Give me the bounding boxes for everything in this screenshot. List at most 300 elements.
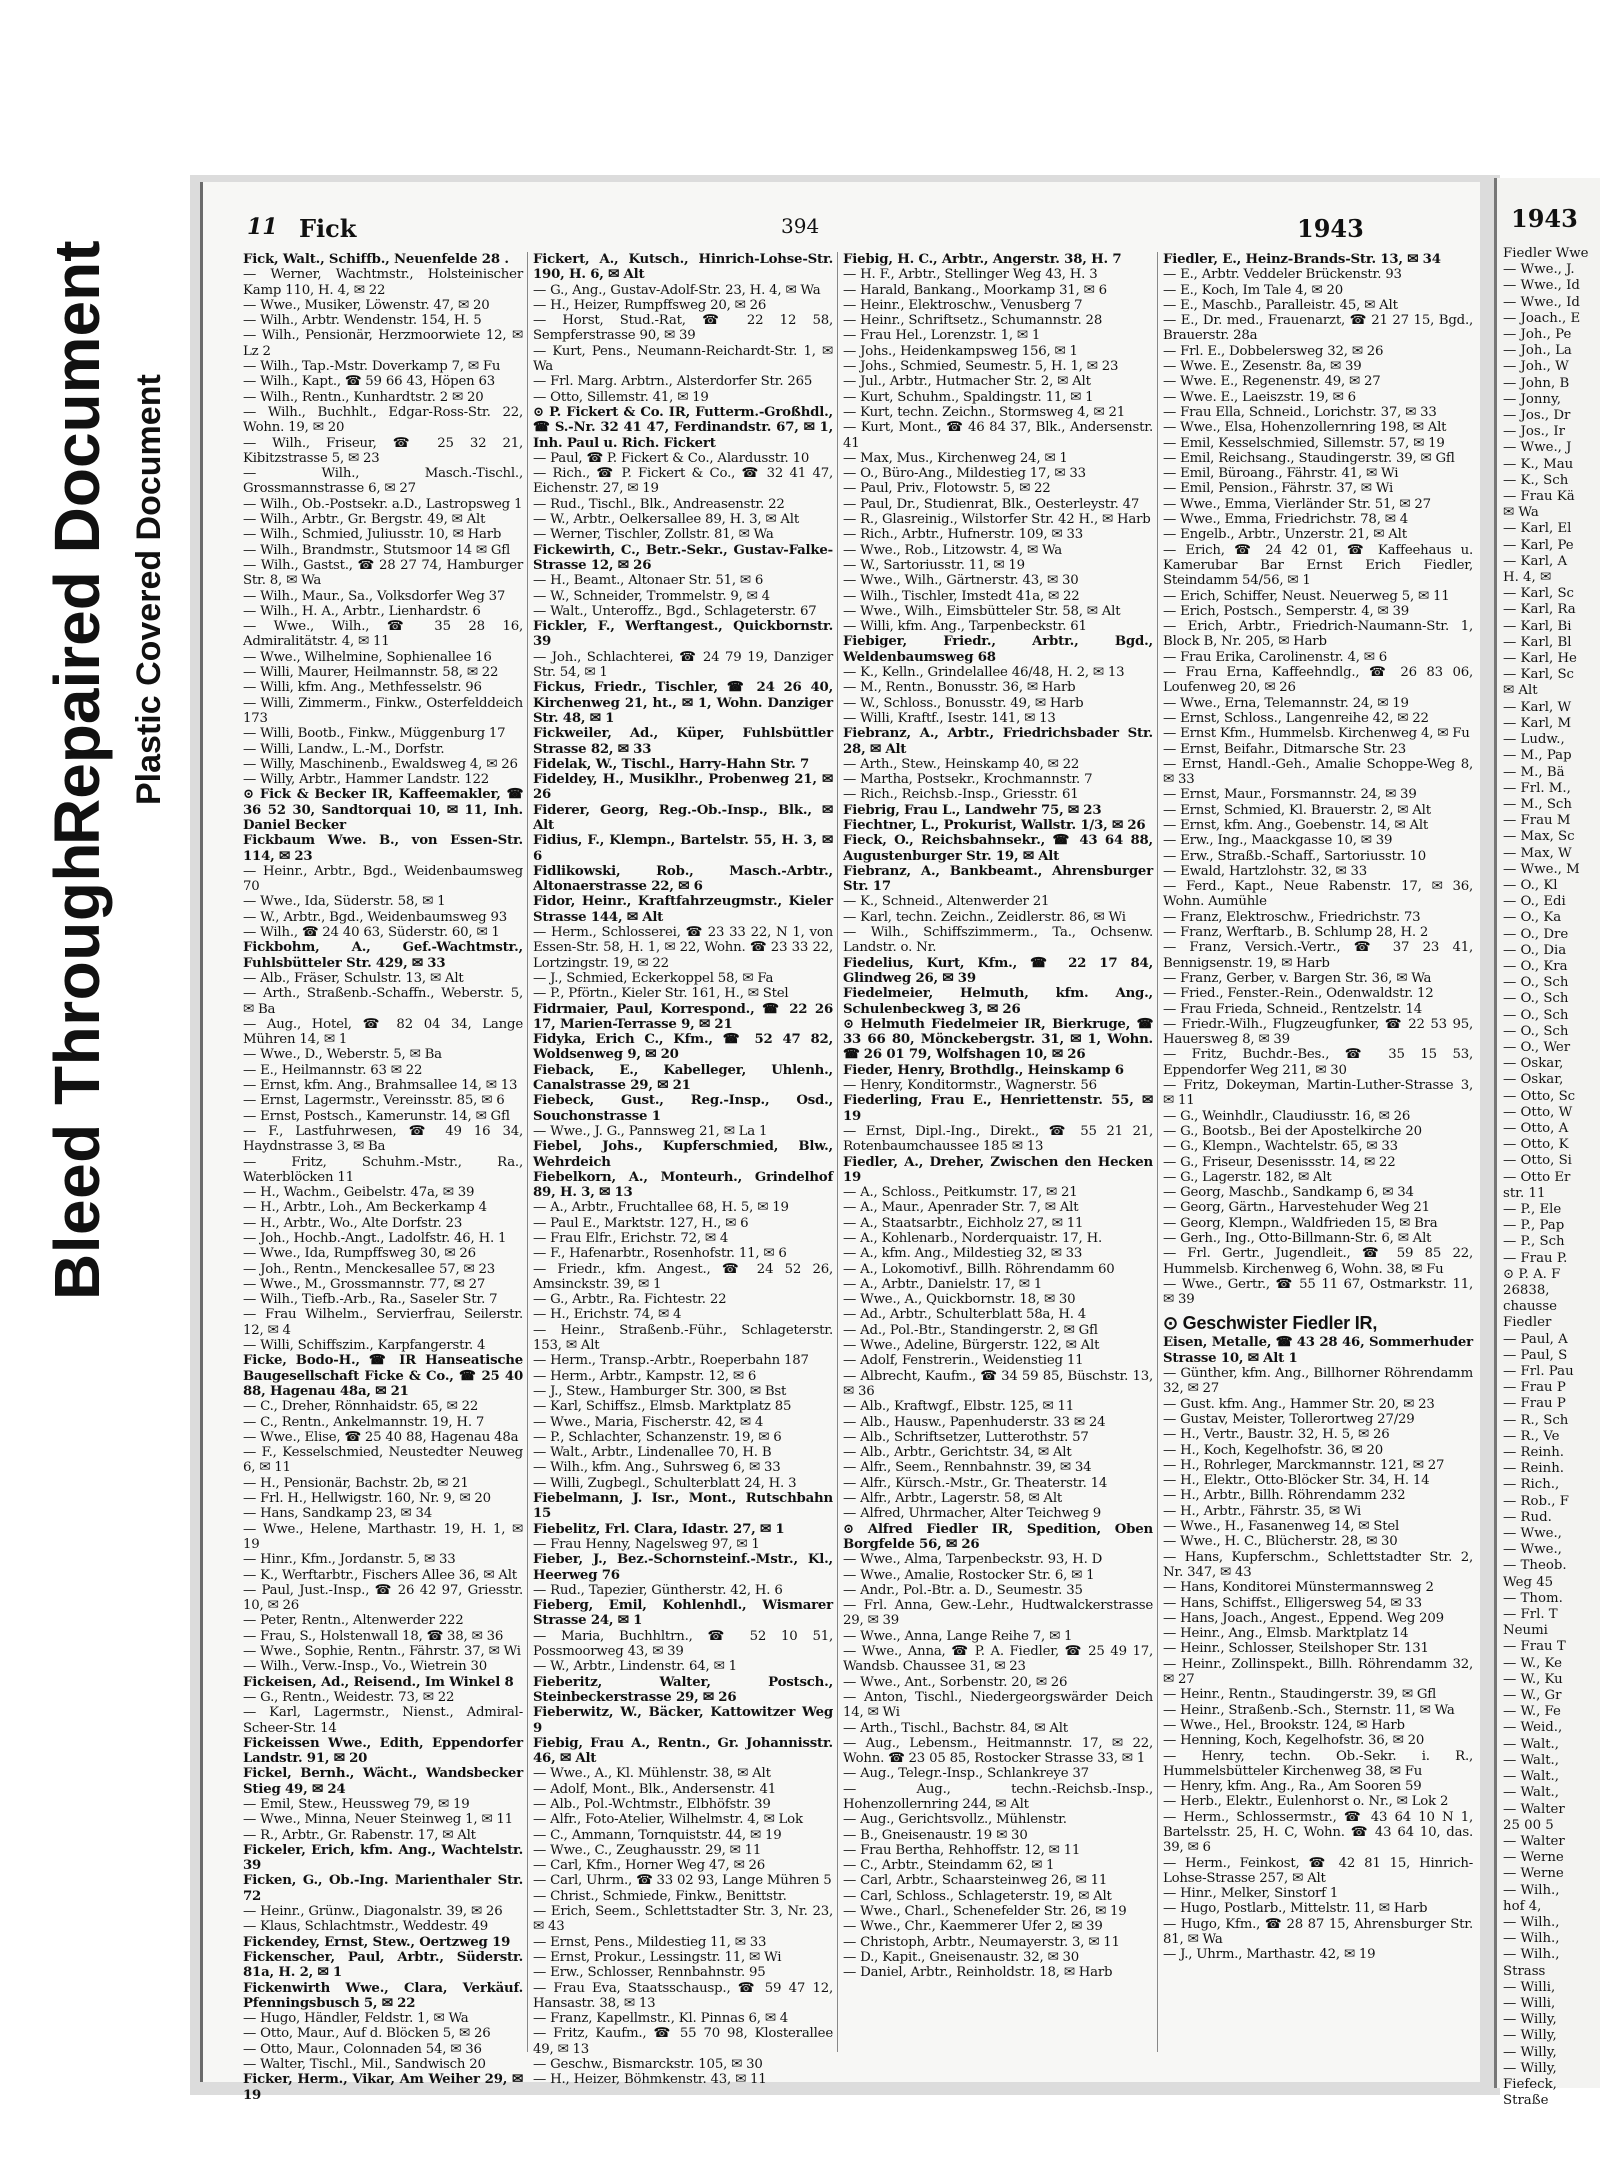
directory-entry: — Erw., Straßb.-Schaff., Sartoriusstr. 10 [1163,848,1426,864]
next-page-line: — Karl, El [1503,521,1572,537]
directory-entry: — Wilh., Pensionär, Herzmoorwiete 12, ✉ Lz 2 [243,328,523,359]
directory-entry: — Wwe., Erna, Telemannstr. 24, ✉ 19 [1163,695,1409,711]
scan-annotation-labels [40,240,190,1920]
next-page-line: — Walter [1503,1801,1565,1817]
directory-entry: — Ernst Kfm., Hummelsb. Kirchenweg 4, ✉ Fu [1163,726,1470,742]
directory-entry: — Wwe., Emma, Vierländer Str. 51, ✉ 27 [1163,496,1431,512]
next-page-line: — Joh., Pe [1503,327,1572,343]
directory-entry: — Walt., Arbtr., Lindenallee 70, H. B [533,1445,772,1461]
next-page-line: — Ludw., [1503,732,1565,748]
next-page-line: — Oskar, [1503,1056,1564,1072]
directory-entry: — Frl. Gertr., Jugendleit., ☎ 59 85 22, Hummelsb. Kirchenweg 6, Wohn. 38, ✉ Fu [1163,1246,1473,1277]
next-page-line: — K., Sch [1503,472,1569,488]
directory-entry: — Herm., Transp.-Arbtr., Roeperbahn 187 [533,1353,809,1369]
directory-entry: — Adolf, Fenstrerin., Weidenstieg 11 [843,1353,1084,1369]
next-page-line: — Wwe., Id [1503,278,1580,294]
directory-entry: — Heinr., Straßenb.-Sch., Sternstr. 11, ✉ Wa [1163,1702,1455,1718]
directory-entry: — F., Kesselschmied, Neustedter Neuweg 6, ✉ 11 [243,1445,523,1476]
next-page-line: — O., Dre [1503,926,1569,942]
directory-entry: — E., Dr. med., Frauenarzt, ☎ 21 27 15, Bgd., Brauerstr. 28a [1163,313,1473,344]
directory-entry: — H., Arbtr., Loh., Am Beckerkamp 4 [243,1200,487,1216]
next-page-line: — Werne [1503,1850,1564,1866]
next-page-line: — Weid., [1503,1720,1563,1736]
next-page-line: — Reinh. [1503,1461,1565,1477]
directory-entry: — Erw., Ing., Maackgasse 10, ✉ 39 [1163,833,1393,849]
column-2 [533,252,833,2088]
next-page-line: — Frau P. [1503,1250,1568,1266]
directory-entry: — Ernst, Postsch., Kamerunstr. 14, ✉ Gfl [243,1108,510,1124]
directory-entry: — Wwe. E., Regenenstr. 49, ✉ 27 [1163,374,1381,390]
directory-entry: — Herm., Schlossermstr., ☎ 43 64 10 N 1, Bartelsstr. 25, H. C, Wohn. ☎ 43 64 10, das. 39, ✉ 6 [1163,1809,1473,1856]
directory-entry: — Wwe., H. C., Blücherstr. 28, ✉ 30 [1163,1534,1398,1550]
directory-entry: ⊙ Alfred Fiedler IR, Spedition, Oben Borgfelde 56, ✉ 26 [843,1521,1153,1552]
directory-entry: Ficker, Herm., Vikar, Am Weiher 29, ✉ 19 [243,2072,523,2103]
directory-entry: — Harald, Bankang., Moorkamp 31, ✉ 6 [843,282,1107,298]
directory-entry: — Wwe., Musiker, Löwenstr. 47, ✉ 20 [243,297,490,313]
directory-entry: — Emil, Büroang., Fährstr. 41, ✉ Wi [1163,466,1399,482]
directory-entry: — Frl. Anna, Gew.-Lehr., Hudtwalckerstrasse 29, ✉ 39 [843,1598,1153,1629]
directory-entry: — W., Arbtr., Oelkersallee 89, H. 3, ✉ Alt [533,512,799,528]
directory-entry: — Ernst, Dipl.-Ing., Direkt., ☎ 55 21 21, Rotenbaumchaussee 185 ✉ 13 [843,1123,1153,1155]
next-page-line: — W., Fe [1503,1704,1561,1720]
directory-entry: — H., Koch, Kegelhofstr. 36, ✉ 20 [1163,1442,1383,1458]
directory-entry: — Gerh., Ing., Otto-Billmann-Str. 6, ✉ Alt [1163,1231,1432,1246]
next-page-line: — Frau M [1503,813,1571,829]
next-page-line: — P., Pap [1503,1218,1565,1234]
directory-entry: — Carl, Arbtr., Schaarsteinweg 26, ✉ 11 [843,1873,1108,1889]
directory-entry: — Gust. kfm. Ang., Hammer Str. 20, ✉ 23 [1163,1396,1435,1412]
directory-entry: — Willy, Maschinenb., Ewaldsweg 4, ✉ 26 [243,756,518,772]
directory-entry: — Wwe., Hel., Brookstr. 124, ✉ Harb [1163,1717,1405,1733]
directory-entry: — Wwe., Minna, Neuer Steinweg 1, ✉ 11 [243,1812,513,1828]
directory-entry: — Heinr., Rentn., Staudingerstr. 39, ✉ Gfl [1163,1687,1437,1703]
directory-entry: — Rud., Tapezier, Güntherstr. 42, H. 6 [533,1582,783,1598]
directory-entry: — Herm., Schlosserei, ☎ 23 33 22, N 1, von Essen-Str. 58, H. 1, ✉ 22, Wohn. ☎ 23 33 22, Lortzingstr. 19, ✉ 22 [533,925,833,971]
directory-entry: — Georg, Maschb., Sandkamp 6, ✉ 34 [1163,1185,1414,1201]
next-page-line: — W., Gr [1503,1688,1562,1704]
directory-entry: — Wilh., Verw.-Insp., Vo., Wietrein 30 [243,1659,487,1675]
directory-entry: — Paul, Just.-Insp., ☎ 26 42 97, Griesstr. 10, ✉ 26 [243,1582,523,1614]
next-page-line: — Wwe., Id [1503,294,1580,310]
directory-entry: — Wilh., H. A., Arbtr., Lienhardstr. 6 [243,603,481,619]
directory-entry: — Frau Bertha, Rehhoffstr. 12, ✉ 11 [843,1842,1081,1858]
directory-entry: — Frau, S., Holstenwall 18, ☎ 38, ✉ 36 [243,1628,504,1644]
directory-entry: — B., Gneisenaustr. 19 ✉ 30 [843,1827,1028,1843]
directory-entry: — Henry, kfm. Ang., Ra., Am Sooren 59 [1163,1779,1422,1795]
directory-entry: — Paul, Priv., Flotowstr. 5, ✉ 22 [843,481,1051,497]
directory-entry: — C., Dreher, Rönnhaidstr. 65, ✉ 22 [243,1399,479,1415]
directory-entry: — W., Schloss., Bonusstr. 49, ✉ Harb [843,695,1084,711]
directory-entry: — Werner, Wachtmstr., Holsteinischer Kamp 110, H. 4, ✉ 22 [243,267,523,298]
directory-entry: — Erich, Arbtr., Friedrich-Naumann-Str. 1, Block B, Nr. 205, ✉ Harb [1163,619,1473,650]
directory-entry: — Franz, Kapellmstr., Kl. Pinnas 6, ✉ 4 [533,2011,789,2027]
directory-entry: — Ernst, Schmied, Kl. Brauerstr. 2, ✉ Alt [1163,802,1431,818]
directory-entry: — C., Arbtr., Steindamm 62, ✉ 1 [843,1858,1055,1874]
next-page-line: — Theob. [1503,1558,1567,1574]
directory-entry: — Franz, Werftarb., B. Schlump 28, H. 2 [1163,925,1429,941]
directory-entry: — Wilh., Brandmstr., Stutsmoor 14 ✉ Gfl [243,542,511,558]
directory-entry: — Wilh., kfm. Ang., Suhrsweg 6, ✉ 33 [533,1460,781,1476]
directory-columns [243,252,1473,2103]
next-page-line: — Willy, [1503,2012,1557,2028]
directory-entry: — Willi, kfm. Ang., Methfesselstr. 96 [243,680,482,696]
directory-entry: — Hinr., Kfm., Jordanstr. 5, ✉ 33 [243,1552,456,1568]
directory-entry: — Frau Eva, Staatsschausp., ☎ 59 47 12, Hansastr. 38, ✉ 13 [533,1980,833,2011]
next-page-line: — Karl, He [1503,651,1577,667]
directory-entry: — Geschw., Bismarckstr. 105, ✉ 30 [533,2057,763,2073]
next-page-line: — Frau P [1503,1380,1566,1396]
directory-entry: — Carl, Schloss., Schlageterstr. 19, ✉ Alt [843,1888,1112,1904]
directory-entry: — Henry, Konditormstr., Wagnerstr. 56 [843,1078,1097,1094]
directory-entry: — Wwe., Anna, Lange Reihe 7, ✉ 1 [843,1628,1073,1644]
next-page-line: — Willy, [1503,2044,1557,2060]
directory-entry: Fiedler, A., Dreher, Zwischen den Hecken 19 [843,1154,1153,1185]
directory-entry: — K., Schneid., Altenwerder 21 [843,894,1050,910]
next-page-line: — Jos., Ir [1503,424,1565,440]
directory-entry: — Willi, Zugbegl., Schulterblatt 24, H. 3 [533,1475,797,1491]
directory-entry: — Hugo, Kfm., ☎ 28 87 15, Ahrensburger Str. 81, ✉ Wa [1163,1916,1473,1948]
directory-entry: — Willy, Arbtr., Hammer Landstr. 122 [243,772,490,788]
directory-entry: — Arth., Tischl., Bachstr. 84, ✉ Alt [843,1720,1068,1736]
directory-entry: Fieberwitz, W., Bäcker, Kattowitzer Weg 9 [533,1705,833,1736]
directory-entry: — Frl. E., Dobbelersweg 32, ✉ 26 [1163,343,1384,359]
next-page-line: — Thom. [1503,1590,1563,1606]
directory-entry: — Ernst, Schloss., Langenreihe 42, ✉ 22 [1163,710,1429,726]
directory-entry: — Emil, Stew., Heussweg 79, ✉ 19 [243,1796,470,1812]
directory-entry: — Wwe., Adeline, Bürgerstr. 122, ✉ Alt [843,1338,1100,1354]
directory-entry: — E., Heilmannstr. 63 ✉ 22 [243,1062,423,1078]
directory-entry: — Albrecht, Kaufm., ☎ 34 59 85, Büschstr. 13, ✉ 36 [843,1368,1153,1399]
directory-entry: — Maria, Buchhltrn., ☎ 52 10 51, Possmoorweg 43, ✉ 39 [533,1628,833,1660]
next-page-line: — Willi, [1503,1979,1556,1995]
directory-entry: Fickewirth, C., Betr.-Sekr., Gustav-Falke-Strasse 12, ✉ 26 [533,542,833,573]
next-page-line: — Walt., [1503,1769,1560,1785]
directory-entry: — Frau Wilhelm., Servierfrau, Seilerstr. 12, ✉ 4 [243,1307,523,1338]
directory-entry: — Wilh., ☎ 24 40 63, Süderstr. 60, ✉ 1 [243,925,500,941]
directory-entry: — Fritz, Schuhm.-Mstr., Ra., Waterblöcken 11 [243,1154,523,1185]
directory-entry: — Joh., Rentn., Menckesallee 57, ✉ 23 [243,1261,496,1277]
directory-entry: — Wwe., Chr., Kaemmerer Ufer 2, ✉ 39 [843,1919,1103,1935]
next-page-line: — Willi, [1503,1995,1556,2011]
directory-entry: — P., Schlachter, Schanzenstr. 19, ✉ 6 [533,1429,782,1445]
next-page-line: — Wilh., [1503,1882,1560,1898]
directory-entry: — Kurt, Pens., Neumann-Reichardt-Str. 1, ✉ Wa [533,343,833,375]
next-page-line: — Oskar, [1503,1072,1564,1088]
next-page-line: — O., Dia [1503,942,1567,958]
next-page-line: — Wwe., [1503,1526,1562,1542]
directory-entry: — Willi, Kraftf., Isestr. 141, ✉ 13 [843,710,1056,726]
directory-entry: — Friedr.-Wilh., Flugzeugfunker, ☎ 22 53 95, Hauersweg 8, ✉ 39 [1163,1016,1473,1048]
next-page-line: — Otto, K [1503,1137,1569,1153]
directory-entry: — Willi, Zimmerm., Finkw., Osterfelddeich 173 [243,695,523,726]
directory-entry: — Wwe. E., Laeiszstr. 19, ✉ 6 [1163,389,1356,405]
directory-entry: — Aug., Hotel, ☎ 82 04 34, Lange Mühren 14, ✉ 1 [243,1016,523,1048]
directory-entry: Fidor, Heinr., Kraftfahrzeugmstr., Kieler Strasse 144, ✉ Alt [533,894,833,925]
directory-entry: — Wwe., M., Grossmannstr. 77, ✉ 27 [243,1276,486,1292]
directory-entry: — Aug., Telegr.-Insp., Schlankreye 37 [843,1766,1089,1782]
directory-entry: — Wilh., Tischler, Imstedt 41a, ✉ 22 [843,588,1080,604]
running-head-name: Fick [299,214,357,243]
directory-entry: — Walt., Unteroffz., Bgd., Schlageterstr. 67 [533,603,817,619]
directory-entry: — Herb., Elektr., Eulenhorst o. Nr., ✉ Lok 2 [1163,1794,1449,1810]
directory-entry: — Wwe., A., Quickbornstr. 18, ✉ 30 [843,1292,1076,1308]
next-page-line: 25 00 5 [1503,1817,1554,1833]
next-page-line: — Rich., [1503,1477,1560,1493]
directory-entry: — Franz, Gerber, v. Bargen Str. 36, ✉ Wa [1163,970,1432,986]
directory-entry: — Christoph, Arbtr., Neumayerstr. 3, ✉ 11 [843,1934,1120,1950]
directory-entry: Fiebig, Frau A., Rentn., Gr. Johannisstr. 46, ✉ Alt [533,1735,833,1767]
next-page-line: Weg 45 [1503,1574,1554,1590]
next-page-line: — K., Mau [1503,456,1574,472]
directory-entry: — Otto, Sillemstr. 41, ✉ 19 [533,389,709,405]
directory-entry: — Franz, Elektroschw., Friedrichstr. 73 [1163,909,1421,925]
directory-entry: Fideldey, H., Musiklhr., Probenweg 21, ✉ 26 [533,772,833,803]
directory-entry: Fiebelkorn, A., Monteurh., Grindelhof 89, H. 3, ✉ 13 [533,1169,833,1201]
next-page-line: Fiedler [1503,1315,1552,1331]
next-page-line: — M., Bä [1503,764,1565,780]
next-page-line: — R., Ve [1503,1428,1560,1444]
directory-entry: — Hinr., Melker, Sinstorf 1 [1163,1886,1339,1902]
next-page-line: Strass [1503,1963,1546,1979]
directory-entry: — Adolf, Mont., Blk., Andersenstr. 41 [533,1781,776,1797]
directory-entry: — Willi, Bootb., Finkw., Müggenburg 17 [243,726,506,742]
directory-entry: — O., Büro-Ang., Mildestieg 17, ✉ 33 [843,466,1086,482]
directory-entry: — Wilh., Gastst., ☎ 28 27 74, Hamburger Str. 8, ✉ Wa [243,557,523,589]
directory-entry: — Frau Frieda, Schneid., Rentzelstr. 14 [1163,1001,1422,1017]
next-page-line: — Joach., E [1503,310,1581,326]
column-divider [527,252,528,2052]
plastic-covered-label: Plastic Covered Document [130,374,168,805]
directory-entry: Fickert, A., Kutsch., Hinrich-Lohse-Str. 190, H. 6, ✉ Alt [533,252,833,283]
directory-entry: — Wwe., Wilh., Eimsbütteler Str. 58, ✉ Alt [843,603,1121,619]
next-page-line: — Joh., W [1503,359,1569,375]
directory-entry: — W., Arbtr., Lindenstr. 64, ✉ 1 [533,1659,737,1675]
directory-entry: — Herm., Arbtr., Kampstr. 12, ✉ 6 [533,1368,757,1384]
next-page-line: Neumi [1503,1623,1548,1639]
directory-entry: — Arth., Stew., Heinskamp 40, ✉ 22 [843,756,1080,772]
directory-entry: — Rich., ☎ P. Fickert & Co., ☎ 32 41 47, Eichenstr. 27, ✉ 19 [533,466,833,497]
directory-entry: — Carl, Uhrm., ☎ 33 02 93, Lange Mühren 5 [533,1873,832,1889]
directory-entry: Fickendey, Ernst, Stew., Oertzweg 19 [243,1934,511,1950]
directory-entry: — E., Maschb., Paralleistr. 45, ✉ Alt [1163,297,1398,313]
next-page-line: — Wwe., J. [1503,262,1575,278]
directory-entry: — Johs., Heidenkampsweg 156, ✉ 1 [843,343,1078,359]
directory-entry: — Otto, Maur., Auf d. Blöcken 5, ✉ 26 [243,2026,491,2042]
directory-entry: — Gustav, Meister, Tollerortweg 27/29 [1163,1411,1415,1427]
directory-entry: — Erich, Schiffer, Neust. Neuerweg 5, ✉ 11 [1163,588,1450,604]
directory-entry: — Wwe., Wilhelmine, Sophienallee 16 [243,649,492,665]
directory-entry: — Wilh., Tap.-Mstr. Doverkamp 7, ✉ Fu [243,359,501,375]
directory-entry: — Friedr., kfm. Angest., ☎ 24 52 26, Amsinckstr. 39, ✉ 1 [533,1261,833,1292]
directory-entry: — Hans, Schiffst., Elligersweg 54, ✉ 33 [1163,1595,1422,1611]
directory-entry: — G., Lagerstr. 182, ✉ Alt [1163,1169,1332,1185]
directory-entry: — Otto, Maur., Colonnaden 54, ✉ 36 [243,2041,482,2057]
directory-entry: — Wwe., J. G., Pannsweg 21, ✉ La 1 [533,1123,768,1139]
directory-entry: — Ewald, Hartzlohstr. 32, ✉ 33 [1163,863,1367,879]
next-page-line: — Otto, A [1503,1120,1569,1136]
directory-entry: — Werner, Tischler, Zollstr. 81, ✉ Wa [533,527,774,543]
directory-entry: — Aug., techn.-Reichsb.-Insp., Hohenzollernring 244, ✉ Alt [843,1781,1153,1812]
directory-entry: — Wwe., Ant., Sorbenstr. 20, ✉ 26 [843,1674,1068,1690]
directory-entry: Ficke, Bodo-H., ☎ IR Hanseatische Baugesellschaft Ficke & Co., ☎ 25 40 88, Hagenau 48a, ✉ 21 [243,1353,523,1399]
directory-entry: — H., Arbtr., Fährstr. 35, ✉ Wi [1163,1503,1362,1519]
next-page-line: — Willy, [1503,2028,1557,2044]
directory-entry: — H., Rohrleger, Marckmannstr. 121, ✉ 27 [1163,1457,1445,1473]
directory-entry: — J., Stew., Hamburger Str. 300, ✉ Bst [533,1383,787,1399]
directory-entry: — Franz, Versich.-Vertr., ☎ 37 23 41, Bennigsenstr. 19, ✉ Harb [1163,940,1473,971]
directory-entry: Fieback, E., Kabelleger, Uhlenh., Canalstrasse 29, ✉ 21 [533,1062,833,1094]
directory-entry: — Frau Henny, Nagelsweg 97, ✉ 1 [533,1536,760,1552]
directory-entry: — Wwe., Wilh., ☎ 35 28 16, Admiralitätstr. 4, ✉ 11 [243,619,523,650]
directory-entry: — Alfr., Kürsch.-Mstr., Gr. Theaterstr. 14 [843,1475,1108,1491]
next-page-line: — O., Sch [1503,1007,1569,1023]
directory-entry: — Hans, Joach., Angest., Eppend. Weg 209 [1163,1610,1444,1626]
directory-entry: Fiedelmeier, Helmuth, kfm. Ang., Schulenbeckweg 3, ✉ 26 [843,986,1153,1017]
directory-entry: — Willi, Maurer, Heilmannstr. 58, ✉ 22 [243,665,499,681]
directory-entry: — Henry, techn. Ob.-Sekr. i. R., Hummelsbütteler Kirchenweg 38, ✉ Fu [1163,1748,1473,1779]
directory-entry: — Ferd., Kapt., Neue Rabenstr. 17, ✉ 36, Wohn. Aumühle [1163,879,1473,910]
directory-entry: — Wwe., Ida, Süderstr. 58, ✉ 1 [243,894,446,910]
directory-entry: — Peter, Rentn., Altenwerder 222 [243,1613,464,1629]
directory-entry: — H., Heizer, Böhmkenstr. 43, ✉ 11 [533,2072,767,2088]
directory-entry: — Heinr., Straßenb.-Führ., Schlageterstr. 153, ✉ Alt [533,1322,833,1354]
directory-entry: — W., Sartoriusstr. 11, ✉ 19 [843,557,1025,573]
directory-entry: Fiedelius, Kurt, Kfm., ☎ 22 17 84, Glindweg 26, ✉ 39 [843,955,1153,986]
next-page-line: — Wwe., [1503,1542,1562,1558]
directory-entry: — Wwe. E., Zesenstr. 8a, ✉ 39 [1163,359,1362,375]
directory-entry: Eisen, Metalle, ☎ 43 28 46, Sommerhuder Strasse 10, ✉ Alt 1 [1163,1335,1473,1366]
next-page-line: — O., Sch [1503,1023,1569,1039]
directory-entry: — Max, Mus., Kirchenweg 24, ✉ 1 [843,450,1068,466]
directory-entry: — Willi, Schiffszim., Karpfangerstr. 4 [243,1338,486,1354]
directory-entry: — Aug., Lebensm., Heitmannstr. 17, ✉ 22, Wohn. ☎ 23 05 85, Rostocker Strasse 33, ✉ 1 [843,1735,1153,1767]
directory-entry: — A., Staatsarbtr., Eichholz 27, ✉ 11 [843,1215,1084,1231]
directory-entry: — C., Ammann, Tornquiststr. 44, ✉ 19 [533,1827,782,1843]
directory-entry: — Karl, Schiffsz., Elmsb. Marktplatz 85 [533,1399,792,1415]
directory-entry: — E., Koch, Im Tale 4, ✉ 20 [1163,282,1343,298]
next-page-line: — Wilh., [1503,1914,1560,1930]
directory-entry: — K., Kelln., Grindelallee 46/48, H. 2, ✉ 13 [843,665,1125,681]
directory-entry: — Alfr., Foto-Atelier, Wilhelmstr. 4, ✉ Lok [533,1812,803,1828]
directory-entry: ⊙ Geschwister Fiedler IR, [1163,1313,1378,1334]
directory-entry: — Kurt, Mont., ☎ 46 84 37, Blk., Andersenstr. 41 [843,420,1153,451]
next-page-line: — M., Pap [1503,748,1572,764]
directory-entry: — C., Rentn., Ankelmannstr. 19, H. 7 [243,1414,485,1430]
directory-entry: Fiebranz, A., Bankbeamt., Ahrensburger Str. 17 [843,863,1153,895]
directory-entry: — Wwe., Helene, Marthastr. 19, H. 1, ✉ 19 [243,1521,523,1552]
repaired-document-label: Repaired Document [41,240,113,845]
next-page-line: — W., Ku [1503,1671,1563,1687]
directory-entry: — Alb., Schriftsetzer, Lutterothstr. 57 [843,1429,1089,1445]
next-page-line: — Frau P [1503,1396,1566,1412]
directory-entry: — Arth., Straßenb.-Schaffn., Weberstr. 5, ✉ Ba [243,986,523,1017]
directory-entry: Fiebelmann, J. Isr., Mont., Rutschbahn 15 [533,1491,833,1522]
next-page-line: — Karl, A [1503,553,1568,569]
next-page-line: — Karl, Bi [1503,618,1572,634]
directory-entry: — Alb., Hausw., Papenhuderstr. 33 ✉ 24 [843,1414,1106,1430]
directory-entry: — Georg, Klempn., Waldfrieden 15, ✉ Bra [1163,1215,1438,1231]
next-page-line: — Walt., [1503,1736,1560,1752]
next-page-line: — Karl, Pe [1503,537,1574,553]
directory-entry: — Wilh., Arbtr. Wendenstr. 154, H. 5 [243,313,482,329]
directory-entry: — H., Wachm., Geibelstr. 47a, ✉ 39 [243,1185,475,1201]
directory-entry: — Paul, ☎ P. Fickert & Co., Alardusstr. 10 [533,450,810,466]
column-number: 11 [247,214,278,240]
directory-entry: — W., Schneider, Trommelstr. 9, ✉ 4 [533,588,770,604]
next-page-line: — Max, Sc [1503,829,1575,845]
next-page-line: Straße [1503,2093,1549,2109]
directory-entry: — A., Maur., Apenrader Str. 7, ✉ Alt [843,1200,1079,1216]
directory-entry: — Wwe., H., Fasanenweg 14, ✉ Stel [1163,1519,1400,1535]
directory-entry: — G., Bootsb., Bei der Apostelkirche 20 [1163,1123,1422,1139]
next-page-line: — O., Wer [1503,1039,1571,1055]
directory-entry: — H., Beamt., Altonaer Str. 51, ✉ 6 [533,573,764,589]
next-page-line: — Paul, A [1503,1331,1568,1347]
directory-entry: — Emil, Reichsang., Staudingerstr. 39, ✉ Gfl [1163,450,1455,466]
directory-entry: Fiederling, Frau E., Henriettenstr. 55, ✉ 19 [843,1093,1153,1124]
page-number: 394 [781,214,820,238]
directory-entry: — Johs., Schmied, Seumestr. 5, H. 1, ✉ 23 [843,359,1119,375]
directory-entry: Fiebranz, A., Arbtr., Friedrichsbader Str. 28, ✉ Alt [843,726,1153,757]
directory-entry: — Wilh., Rentn., Kunhardtstr. 2 ✉ 20 [243,389,484,405]
directory-entry: — Alfr., Arbtr., Lagerstr. 58, ✉ Alt [843,1491,1063,1507]
directory-entry: Fidelak, W., Tischl., Harry-Hahn Str. 7 [533,756,810,772]
directory-entry: — A., Kohlenarb., Norderquaistr. 17, H. [843,1231,1103,1246]
directory-entry: ⊙ Helmuth Fiedelmeier IR, Bierkruge, ☎ 33 66 80, Mönckebergstr. 31, ✉ 1, Wohn. ☎ 26 01 79, Wolfshagen 10, ✉ 26 [843,1016,1153,1063]
next-page-line: — O., Sch [1503,975,1569,991]
next-page-line: — Frau T [1503,1639,1566,1655]
directory-entry: — Frau Hel., Lorenzstr. 1, ✉ 1 [843,328,1041,344]
directory-entry: — Wwe., Charl., Schenefelder Str. 26, ✉ 19 [843,1904,1127,1920]
directory-entry: — Frau Erika, Carolinenstr. 4, ✉ 6 [1163,649,1387,665]
directory-entry: — Rich., Arbtr., Hufnerstr. 109, ✉ 33 [843,527,1083,543]
next-page-line: ✉ Wa [1503,505,1539,521]
next-page-line: ✉ Alt [1503,683,1538,699]
directory-entry: — Joh., Hochb.-Angt., Ladolfstr. 46, H. 1 [243,1231,507,1246]
next-page-line: — Walt., [1503,1752,1560,1768]
next-page-line: — Otto Er [1503,1169,1571,1185]
directory-entry: Fiebeck, Gust., Reg.-Insp., Osd., Souchonstrasse 1 [533,1093,833,1124]
next-page-line: — Frl. T [1503,1607,1558,1623]
next-page-line: — Werne [1503,1866,1564,1882]
directory-entry: — Heinr., Schriftsetz., Schumannstr. 28 [843,313,1103,329]
directory-entry: Fickenscher, Paul, Arbtr., Süderstr. 81a, H. 2, ✉ 1 [243,1949,523,1981]
next-page-line: — O., Kl [1503,877,1558,893]
directory-entry: — E., Arbtr. Veddeler Brückenstr. 93 [1163,267,1402,283]
next-page-line: — O., Kra [1503,958,1568,974]
directory-entry: Fiechtner, L., Prokurist, Wallstr. 1/3, ✉ 26 [843,817,1146,833]
directory-entry: — A., Schloss., Peitkumstr. 17, ✉ 21 [843,1185,1078,1201]
directory-entry: — Walter, Tischl., Mil., Sandwisch 20 [243,2057,486,2073]
directory-entry: — Wwe., Maria, Fischerstr. 42, ✉ 4 [533,1414,764,1430]
directory-entry: — Wwe., Rob., Litzowstr. 4, ✉ Wa [843,542,1062,558]
next-page-line: — Joh., La [1503,343,1572,359]
directory-entry: — H., Heizer, Rumpffsweg 20, ✉ 26 [533,297,767,313]
directory-entry: Fieder, Henry, Brothdlg., Heinskamp 6 [843,1062,1124,1078]
directory-entry: — Heinr., Grünw., Diagonalstr. 39, ✉ 26 [243,1904,503,1920]
directory-entry: — Emil, Kesselschmied, Sillemstr. 57, ✉ 19 [1163,435,1445,451]
directory-entry: Fiebig, H. C., Arbtr., Angerstr. 38, H. 7 [843,252,1122,267]
directory-entry: — Ernst, Lagermstr., Vereinsstr. 85, ✉ 6 [243,1093,505,1109]
directory-entry: — Kurt, techn. Zeichn., Stormsweg 4, ✉ 21 [843,404,1125,420]
next-page-line: — R., Sch [1503,1412,1569,1428]
directory-entry: Fiebelitz, Frl. Clara, Idastr. 27, ✉ 1 [533,1521,785,1537]
directory-entry: — H., Vertr., Baustr. 32, H. 5, ✉ 26 [1163,1427,1390,1443]
directory-entry: — Hans, Kupferschm., Schlettstadter Str. 2, Nr. 347, ✉ 43 [1163,1549,1473,1580]
directory-entry: Fieck, O., Reichsbahnsekr., ☎ 43 64 88, Augustenburger Str. 19, ✉ Alt [843,833,1153,864]
directory-entry: — Karl, Lagermstr., Nienst., Admiral-Scheer-Str. 14 [243,1705,523,1736]
directory-entry: — Heinr., Zollinspekt., Billh. Röhrendamm 32, ✉ 27 [1163,1656,1473,1688]
